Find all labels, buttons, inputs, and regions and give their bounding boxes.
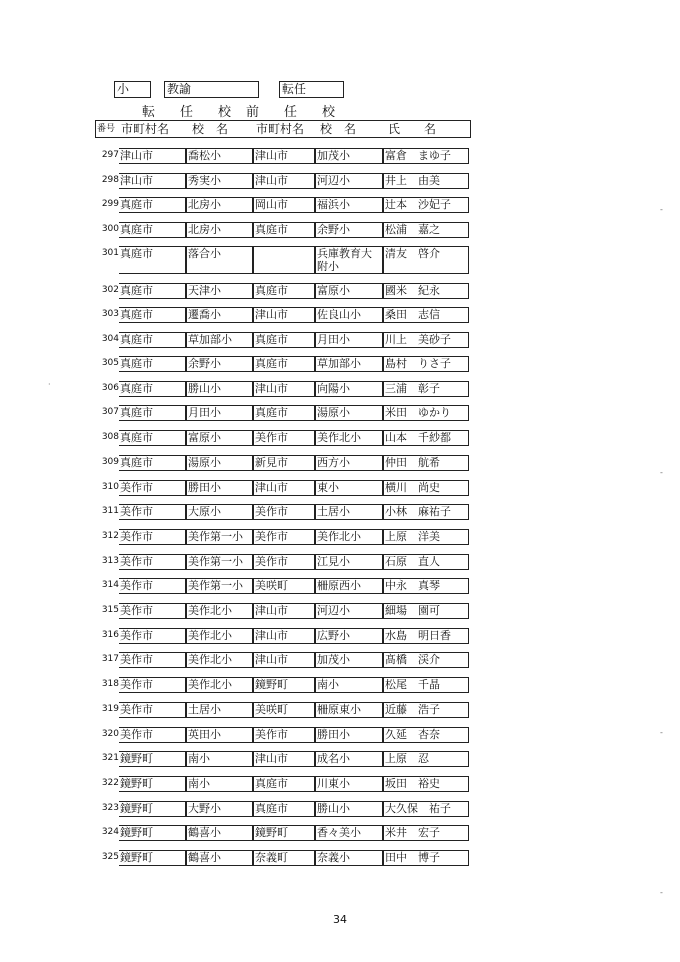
school-cell: 富原小 — [186, 430, 253, 446]
name-cell: 富倉 まゆ子 — [383, 148, 469, 164]
number-cell: 304 — [101, 334, 119, 344]
city-cell: 真庭市 — [119, 197, 186, 213]
prev-city-cell: 美作市 — [253, 430, 315, 446]
header-prev-city: 市町村名 — [256, 122, 305, 136]
city-cell: 津山市 — [119, 148, 186, 164]
name-cell: 上原 洋美 — [383, 529, 469, 545]
prev-city-cell: 真庭市 — [253, 283, 315, 299]
prev-school-cell: 富原小 — [315, 283, 383, 299]
name-cell: 髙橋 渓介 — [383, 652, 469, 668]
table-row — [95, 405, 469, 421]
city-cell: 鏡野町 — [119, 751, 186, 767]
number-cell: 311 — [101, 506, 119, 516]
name-cell: 川上 美砂子 — [383, 332, 469, 348]
school-cell: 余野小 — [186, 356, 253, 372]
number-cell: 325 — [101, 852, 119, 862]
number-cell: 321 — [101, 753, 119, 763]
school-cell: 鶴喜小 — [186, 825, 253, 841]
city-cell: 鏡野町 — [119, 825, 186, 841]
table-header — [95, 120, 471, 138]
prev-school-cell: 加茂小 — [315, 148, 383, 164]
city-cell: 美作市 — [119, 504, 186, 520]
name-cell: 横川 尚史 — [383, 480, 469, 496]
header-city: 市町村名 — [121, 122, 170, 136]
number-cell: 307 — [101, 407, 119, 417]
name-cell: 松尾 千晶 — [383, 677, 469, 693]
prev-school-cell: 河辺小 — [315, 603, 383, 619]
table-row — [95, 850, 469, 866]
city-cell: 真庭市 — [119, 405, 186, 421]
table-row — [95, 455, 469, 471]
number-cell: 318 — [101, 679, 119, 689]
school-cell: 美作第一小 — [186, 554, 253, 570]
prev-city-cell: 岡山市 — [253, 197, 315, 213]
transfer-type-box: 転任 — [279, 81, 344, 98]
header-prev-school: 校 名 — [320, 122, 357, 136]
name-cell: 中永 真琴 — [383, 578, 469, 594]
name-cell: 清友 啓介 — [383, 246, 469, 274]
prev-school-cell: 香々美小 — [315, 825, 383, 841]
school-cell: 喬松小 — [186, 148, 253, 164]
city-cell: 美作市 — [119, 578, 186, 594]
prev-school-cell: 湯原小 — [315, 405, 383, 421]
name-cell: 松浦 嘉之 — [383, 222, 469, 238]
prev-city-cell: 美咲町 — [253, 702, 315, 718]
prev-city-cell: 津山市 — [253, 148, 315, 164]
name-cell: 米井 宏子 — [383, 825, 469, 841]
school-cell: 秀実小 — [186, 173, 253, 189]
number-cell: 306 — [101, 383, 119, 393]
table-row — [95, 529, 469, 545]
prev-city-cell: 津山市 — [253, 628, 315, 644]
school-cell: 勝山小 — [186, 381, 253, 397]
prev-school-cell: 美作北小 — [315, 529, 383, 545]
number-cell: 312 — [101, 531, 119, 541]
school-cell: 北房小 — [186, 197, 253, 213]
number-cell: 323 — [101, 803, 119, 813]
number-cell: 301 — [101, 248, 119, 258]
prev-school-cell: 西方小 — [315, 455, 383, 471]
city-cell: 津山市 — [119, 173, 186, 189]
school-cell: 土居小 — [186, 702, 253, 718]
name-cell: 桑田 志信 — [383, 307, 469, 323]
city-cell: 真庭市 — [119, 430, 186, 446]
scan-mark: - — [660, 468, 663, 477]
table-row — [95, 356, 469, 372]
prev-city-cell: 真庭市 — [253, 405, 315, 421]
city-cell: 美作市 — [119, 677, 186, 693]
prev-school-cell: 兵庫教育大附小 — [315, 246, 383, 274]
school-cell: 英田小 — [186, 727, 253, 743]
school-cell: 湯原小 — [186, 455, 253, 471]
name-cell: 國米 紀永 — [383, 283, 469, 299]
prev-school-cell: 川東小 — [315, 776, 383, 792]
name-cell: 細場 園可 — [383, 603, 469, 619]
school-cell: 南小 — [186, 751, 253, 767]
prev-school-cell: 河辺小 — [315, 173, 383, 189]
number-cell: 319 — [101, 704, 119, 714]
prev-school-cell: 佐良山小 — [315, 307, 383, 323]
prev-school-cell: 福浜小 — [315, 197, 383, 213]
table-row — [95, 554, 469, 570]
number-cell: 320 — [101, 729, 119, 739]
prev-school-cell: 奈義小 — [315, 850, 383, 866]
table-row — [95, 283, 469, 299]
table-row — [95, 381, 469, 397]
scan-mark: - — [660, 728, 663, 737]
school-cell: 南小 — [186, 776, 253, 792]
table-row — [95, 702, 469, 718]
table-row — [95, 332, 469, 348]
name-cell: 米田 ゆかり — [383, 405, 469, 421]
prev-school-cell: 柵原西小 — [315, 578, 383, 594]
prev-city-cell — [253, 246, 315, 274]
name-cell: 石原 直人 — [383, 554, 469, 570]
table-row — [95, 825, 469, 841]
prev-city-cell: 美作市 — [253, 554, 315, 570]
table-row — [95, 197, 469, 213]
prev-city-cell: 真庭市 — [253, 332, 315, 348]
prev-city-cell: 奈義町 — [253, 850, 315, 866]
city-cell: 真庭市 — [119, 246, 186, 274]
page-number: 34 — [333, 913, 347, 926]
new-school-group-label: 転 任 校 — [142, 105, 238, 120]
table-row — [95, 776, 469, 792]
prev-city-cell: 真庭市 — [253, 776, 315, 792]
school-cell: 美作北小 — [186, 628, 253, 644]
prev-city-cell: 美作市 — [253, 504, 315, 520]
prev-city-cell: 鏡野町 — [253, 677, 315, 693]
city-cell: 鏡野町 — [119, 801, 186, 817]
name-cell: 近藤 浩子 — [383, 702, 469, 718]
number-cell: 305 — [101, 358, 119, 368]
prev-city-cell: 真庭市 — [253, 222, 315, 238]
prev-school-cell: 江見小 — [315, 554, 383, 570]
table-row — [95, 677, 469, 693]
prev-school-cell: 加茂小 — [315, 652, 383, 668]
city-cell: 鏡野町 — [119, 850, 186, 866]
number-cell: 302 — [101, 285, 119, 295]
table-row — [95, 148, 469, 164]
table-row — [95, 504, 469, 520]
level-box: 小 — [114, 81, 151, 98]
prev-school-cell: 東小 — [315, 480, 383, 496]
prev-school-cell: 余野小 — [315, 222, 383, 238]
city-cell: 美作市 — [119, 554, 186, 570]
table-row — [95, 801, 469, 817]
scan-mark: · — [48, 380, 51, 389]
number-cell: 308 — [101, 432, 119, 442]
school-cell: 美作北小 — [186, 677, 253, 693]
number-cell: 322 — [101, 778, 119, 788]
school-cell: 天津小 — [186, 283, 253, 299]
prev-city-cell: 津山市 — [253, 480, 315, 496]
number-cell: 299 — [101, 199, 119, 209]
city-cell: 美作市 — [119, 480, 186, 496]
school-cell: 大野小 — [186, 801, 253, 817]
prev-city-cell: 真庭市 — [253, 356, 315, 372]
city-cell: 真庭市 — [119, 356, 186, 372]
prev-school-cell: 草加部小 — [315, 356, 383, 372]
header-name: 氏 名 — [388, 122, 437, 136]
city-cell: 美作市 — [119, 603, 186, 619]
prev-school-cell: 勝山小 — [315, 801, 383, 817]
number-cell: 298 — [101, 175, 119, 185]
prev-school-cell: 土居小 — [315, 504, 383, 520]
city-cell: 真庭市 — [119, 222, 186, 238]
name-cell: 大久保 祐子 — [383, 801, 469, 817]
school-cell: 美作北小 — [186, 652, 253, 668]
city-cell: 真庭市 — [119, 381, 186, 397]
table-row — [95, 652, 469, 668]
table-row — [95, 727, 469, 743]
city-cell: 真庭市 — [119, 332, 186, 348]
table-row — [95, 222, 469, 238]
prev-city-cell: 新見市 — [253, 455, 315, 471]
header-number: 番号 — [97, 124, 116, 134]
number-cell: 300 — [101, 224, 119, 234]
school-cell: 美作第一小 — [186, 529, 253, 545]
table-row — [95, 578, 469, 594]
table-row — [95, 173, 469, 189]
school-cell: 美作第一小 — [186, 578, 253, 594]
city-cell: 美作市 — [119, 727, 186, 743]
prev-school-cell: 勝田小 — [315, 727, 383, 743]
number-cell: 297 — [101, 150, 119, 160]
table-row — [95, 430, 469, 446]
name-cell: 久延 杏奈 — [383, 727, 469, 743]
prev-school-cell: 向陽小 — [315, 381, 383, 397]
city-cell: 真庭市 — [119, 455, 186, 471]
number-cell: 324 — [101, 827, 119, 837]
prev-school-cell: 月田小 — [315, 332, 383, 348]
number-cell: 310 — [101, 482, 119, 492]
position-box: 教諭 — [164, 81, 259, 98]
number-cell: 316 — [101, 630, 119, 640]
name-cell: 島村 りさ子 — [383, 356, 469, 372]
school-cell: 草加部小 — [186, 332, 253, 348]
city-cell: 真庭市 — [119, 307, 186, 323]
name-cell: 井上 由美 — [383, 173, 469, 189]
city-cell: 鏡野町 — [119, 776, 186, 792]
name-cell: 小林 麻祐子 — [383, 504, 469, 520]
number-cell: 309 — [101, 457, 119, 467]
prev-city-cell: 津山市 — [253, 307, 315, 323]
name-cell: 水島 明日香 — [383, 628, 469, 644]
name-cell: 仲田 航希 — [383, 455, 469, 471]
school-cell: 勝田小 — [186, 480, 253, 496]
prev-school-cell: 美作北小 — [315, 430, 383, 446]
prev-city-cell: 美作市 — [253, 727, 315, 743]
name-cell: 坂田 裕史 — [383, 776, 469, 792]
prev-city-cell: 津山市 — [253, 381, 315, 397]
table-row — [95, 628, 469, 644]
previous-school-group-label: 前 任 校 — [246, 105, 342, 120]
prev-city-cell: 美作市 — [253, 529, 315, 545]
prev-school-cell: 広野小 — [315, 628, 383, 644]
table-row — [95, 603, 469, 619]
prev-city-cell: 鏡野町 — [253, 825, 315, 841]
school-cell: 鶴喜小 — [186, 850, 253, 866]
number-cell: 314 — [101, 580, 119, 590]
number-cell: 317 — [101, 654, 119, 664]
prev-school-cell: 柵原東小 — [315, 702, 383, 718]
school-cell: 月田小 — [186, 405, 253, 421]
prev-school-cell: 南小 — [315, 677, 383, 693]
school-cell: 遷喬小 — [186, 307, 253, 323]
table-row — [95, 480, 469, 496]
prev-school-cell: 成名小 — [315, 751, 383, 767]
table-row — [95, 307, 469, 323]
number-cell: 313 — [101, 556, 119, 566]
city-cell: 美作市 — [119, 702, 186, 718]
prev-city-cell: 真庭市 — [253, 801, 315, 817]
name-cell: 上原 忍 — [383, 751, 469, 767]
city-cell: 美作市 — [119, 652, 186, 668]
city-cell: 美作市 — [119, 628, 186, 644]
school-cell: 落合小 — [186, 246, 253, 274]
city-cell: 真庭市 — [119, 283, 186, 299]
scan-mark: - — [660, 205, 663, 214]
name-cell: 辻本 沙妃子 — [383, 197, 469, 213]
prev-city-cell: 津山市 — [253, 652, 315, 668]
name-cell: 山本 千紗都 — [383, 430, 469, 446]
school-cell: 美作北小 — [186, 603, 253, 619]
name-cell: 田中 博子 — [383, 850, 469, 866]
number-cell: 315 — [101, 605, 119, 615]
school-cell: 北房小 — [186, 222, 253, 238]
city-cell: 美作市 — [119, 529, 186, 545]
scan-mark: - — [660, 888, 663, 897]
table-row — [95, 751, 469, 767]
school-cell: 大原小 — [186, 504, 253, 520]
prev-city-cell: 津山市 — [253, 603, 315, 619]
header-school: 校 名 — [192, 122, 229, 136]
name-cell: 三浦 彰子 — [383, 381, 469, 397]
prev-city-cell: 津山市 — [253, 751, 315, 767]
table-row — [95, 246, 469, 274]
prev-city-cell: 津山市 — [253, 173, 315, 189]
prev-city-cell: 美咲町 — [253, 578, 315, 594]
number-cell: 303 — [101, 309, 119, 319]
